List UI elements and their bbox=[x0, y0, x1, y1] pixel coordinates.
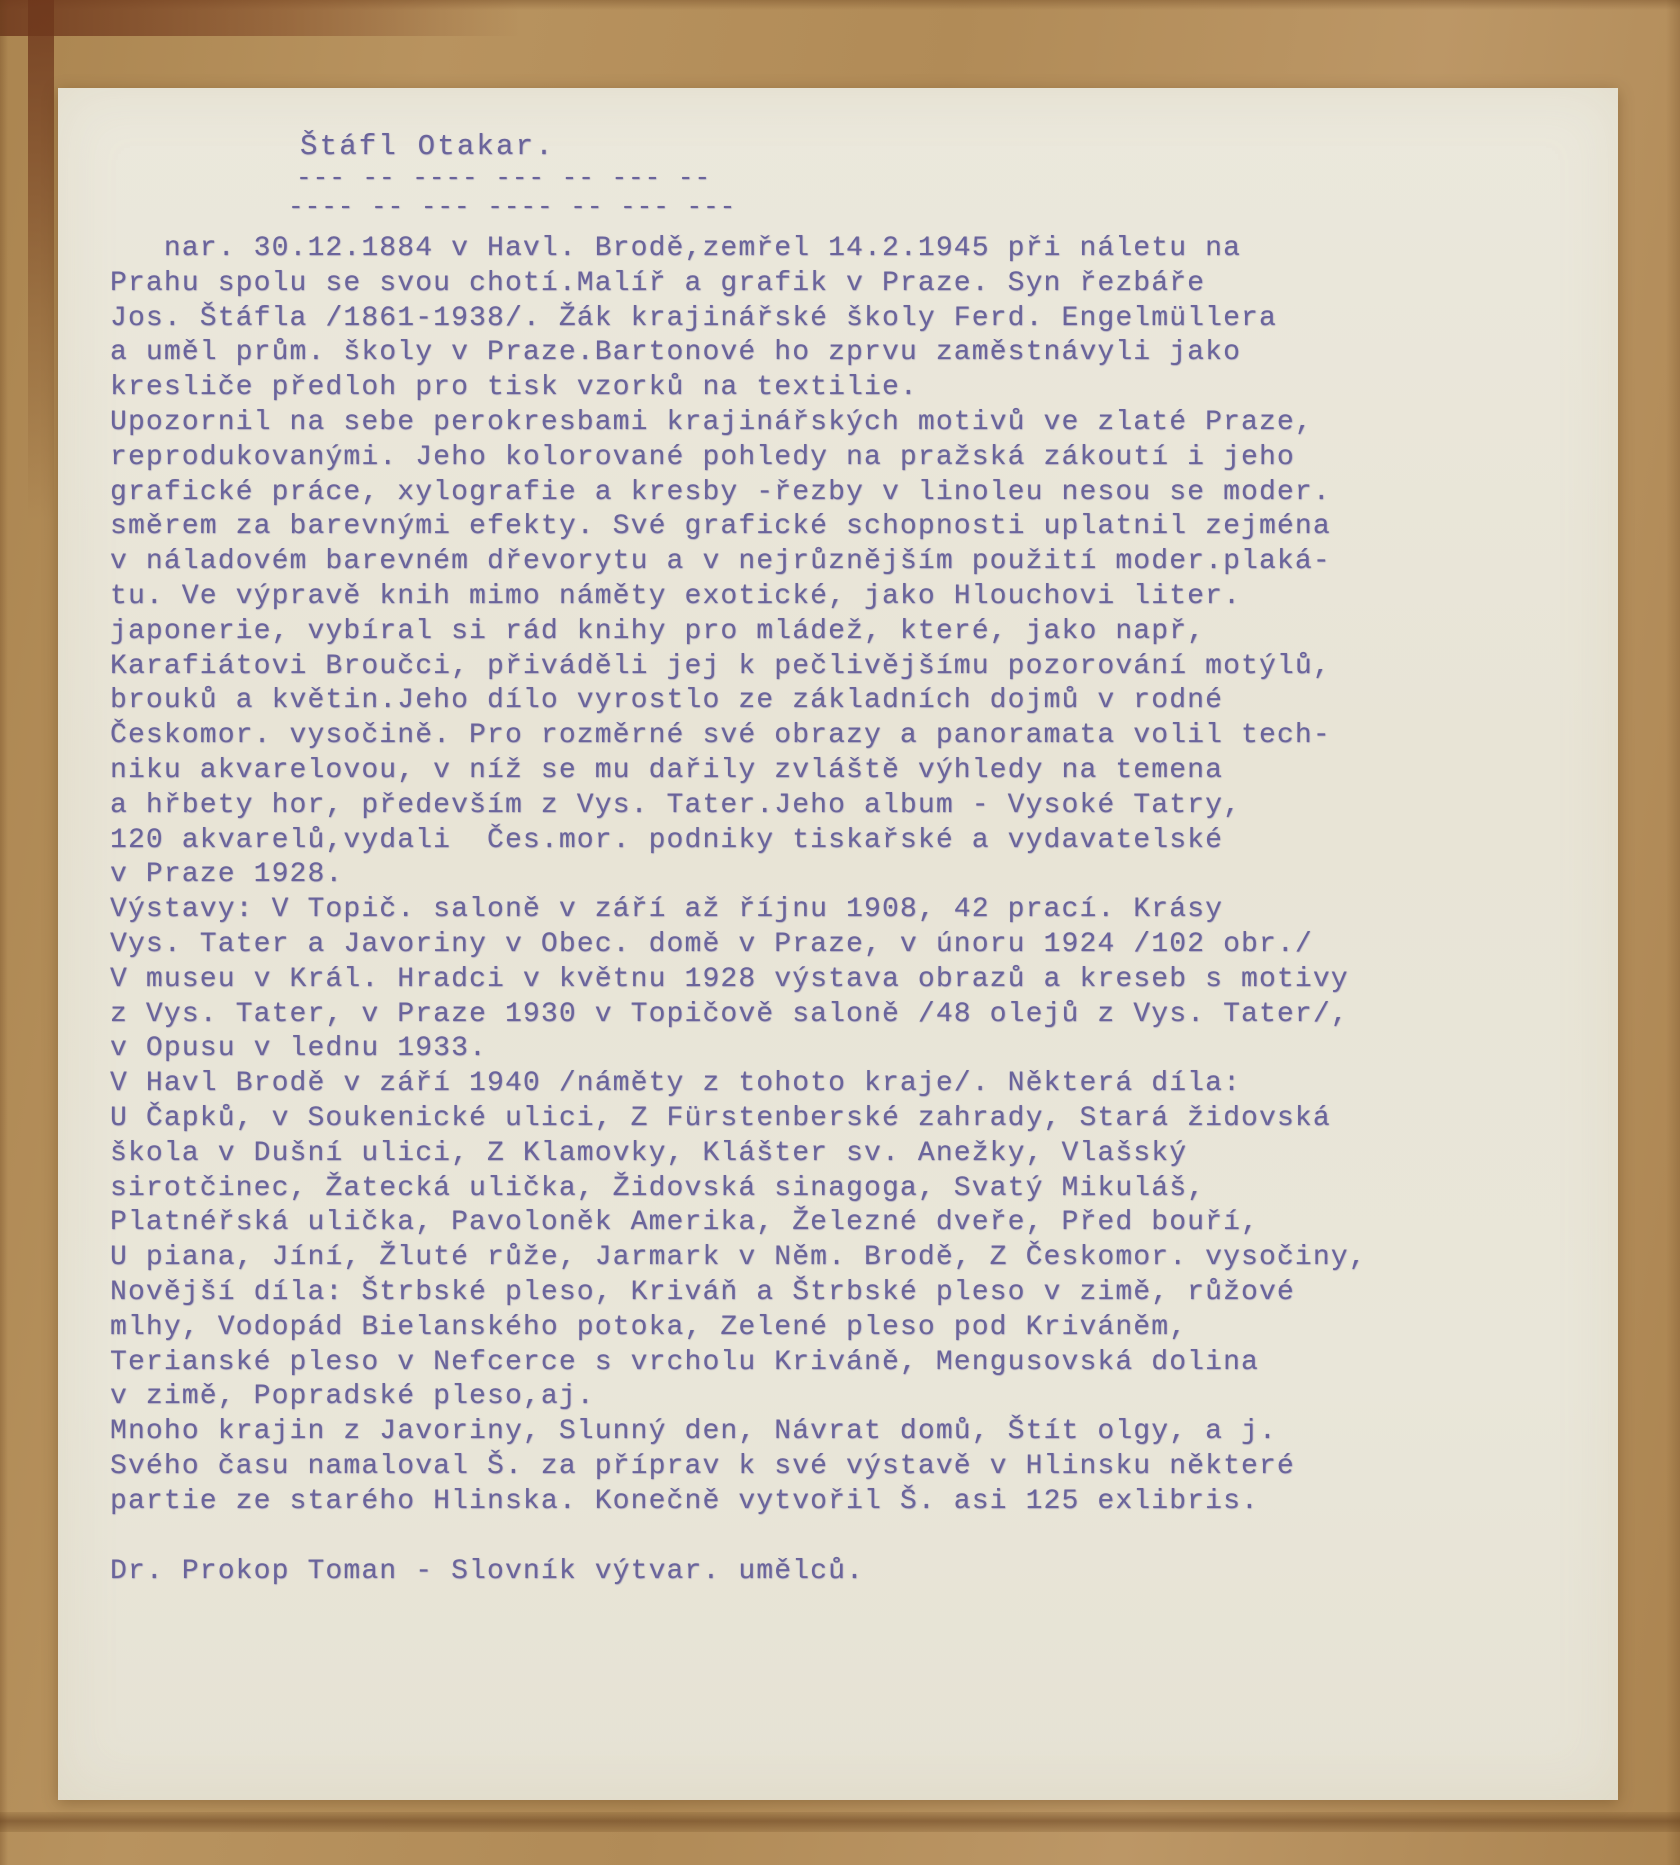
title-underline-row-2: ---- -- --- ---- -- --- --- bbox=[288, 192, 737, 222]
text-line: a hřbety hor, především z Vys. Tater.Jeho album - Vysoké Tatry, bbox=[110, 789, 1242, 821]
cardboard-edge-left-strip bbox=[28, 0, 54, 520]
text-line: Karafiátovi Broučci, přiváděli jej k pečlivějšímu pozorování motýlů, bbox=[110, 650, 1331, 682]
text-line: 120 akvarelů,vydali Čes.mor. podniky tiskařské a vydavatelské bbox=[110, 824, 1224, 856]
text-line: Svého času namaloval Š. za příprav k své výstavě v Hlinsku některé bbox=[110, 1450, 1295, 1482]
text-line: z Vys. Tater, v Praze 1930 v Topičově saloně /48 olejů z Vys. Tater/, bbox=[110, 998, 1349, 1030]
text-line: v náladovém barevném dřevorytu a v nejrůznějším použití moder.plaká- bbox=[110, 546, 1331, 578]
text-line: V Havl Brodě v září 1940 /náměty z tohoto kraje/. Některá díla: bbox=[110, 1068, 1242, 1100]
text-line: U piana, Jíní, Žluté růže, Jarmark v Něm. Brodě, Z Českomor. vysočiny, bbox=[110, 1242, 1367, 1274]
text-line: nar. 30.12.1884 v Havl. Brodě,zemřel 14.2.1945 při náletu na bbox=[110, 233, 1242, 264]
text-line: v zimě, Popradské pleso,aj. bbox=[110, 1381, 595, 1413]
text-line: sirotčinec, Žatecká ulička, Židovská sinagoga, Svatý Mikuláš, bbox=[110, 1172, 1206, 1204]
text-line: Novější díla: Štrbské pleso, Kriváň a Štrbské pleso v zimě, růžové bbox=[110, 1276, 1295, 1308]
cardboard-edge-right bbox=[1666, 0, 1680, 1865]
text-line: japonerie, vybíral si rád knihy pro mládež, které, jako např, bbox=[110, 615, 1206, 647]
text-line: Terianské pleso v Nefcerce s vrcholu Kriváně, Mengusovská dolina bbox=[110, 1346, 1259, 1378]
text-line: Českomor. vysočině. Pro rozměrné své obrazy a panoramata volil tech- bbox=[110, 720, 1331, 752]
text-line: a uměl prům. školy v Praze.Bartonové ho zprvu zaměstnávyli jako bbox=[110, 337, 1242, 369]
cardboard-edge-bottom bbox=[0, 1812, 1680, 1832]
page-title: Štáfl Otakar. bbox=[300, 130, 555, 163]
text-line: Mnoho krajin z Javoriny, Slunný den, Návrat domů, Štít olgy, a j. bbox=[110, 1416, 1277, 1448]
text-line: Vys. Tater a Javoriny v Obec. domě v Praze, v únoru 1924 /102 obr./ bbox=[110, 928, 1313, 960]
text-line: tu. Ve výpravě knih mimo náměty exotické, jako Hlouchovi liter. bbox=[110, 580, 1242, 612]
text-line: U Čapků, v Soukenické ulici, Z Fürstenberské zahrady, Stará židovská bbox=[110, 1102, 1331, 1134]
text-line: Prahu spolu se svou chotí.Malíř a grafik v Praze. Syn řezbáře bbox=[110, 267, 1206, 299]
text-line: Jos. Štáfla /1861-1938/. Žák krajinářské školy Ferd. Engelmüllera bbox=[110, 302, 1277, 334]
text-line: niku akvarelovou, v níž se mu dařily zvláště výhledy na temena bbox=[110, 754, 1224, 786]
text-line: Upozornil na sebe perokresbami krajinářských motivů ve zlaté Praze, bbox=[110, 406, 1313, 438]
text-line: Výstavy: V Topič. saloně v září až říjnu 1908, 42 prací. Krásy bbox=[110, 894, 1224, 926]
text-line: Platnéřská ulička, Pavoloněk Amerika, Železné dveře, Před bouří, bbox=[110, 1207, 1259, 1239]
text-line: v Opusu v lednu 1933. bbox=[110, 1033, 488, 1065]
body-text bbox=[110, 232, 1582, 1519]
text-line: reprodukovanými. Jeho kolorované pohledy na pražská zákoutí i jeho bbox=[110, 441, 1295, 473]
text-line: mlhy, Vodopád Bielanského potoka, Zelené pleso pod Kriváněm, bbox=[110, 1311, 1188, 1343]
text-line: V museu v Král. Hradci v květnu 1928 výstava obrazů a kreseb s motivy bbox=[110, 963, 1349, 995]
text-line: směrem za barevnými efekty. Své grafické schopnosti uplatnil zejména bbox=[110, 511, 1331, 543]
text-line: kresliče předloh pro tisk vzorků na textilie. bbox=[110, 372, 918, 404]
cardboard-edge-left-line bbox=[0, 0, 8, 1865]
text-line: grafické práce, xylografie a kresby -řezby v linoleu nesou se moder. bbox=[110, 476, 1331, 508]
cardboard-edge-top-left bbox=[0, 0, 520, 36]
text-line: škola v Dušní ulici, Z Klamovky, Klášter sv. Anežky, Vlašský bbox=[110, 1137, 1188, 1169]
text-line: brouků a květin.Jeho dílo vyrostlo ze základních dojmů v rodné bbox=[110, 685, 1224, 717]
text-line: partie ze starého Hlinska. Konečně vytvořil Š. asi 125 exlibris. bbox=[110, 1485, 1259, 1517]
attribution-line: Dr. Prokop Toman - Slovník výtvar. umělců. bbox=[110, 1556, 865, 1588]
title-underline-row-1: --- -- ---- --- -- --- -- bbox=[296, 163, 712, 193]
typewritten-page bbox=[58, 88, 1618, 1800]
text-line: v Praze 1928. bbox=[110, 859, 344, 891]
